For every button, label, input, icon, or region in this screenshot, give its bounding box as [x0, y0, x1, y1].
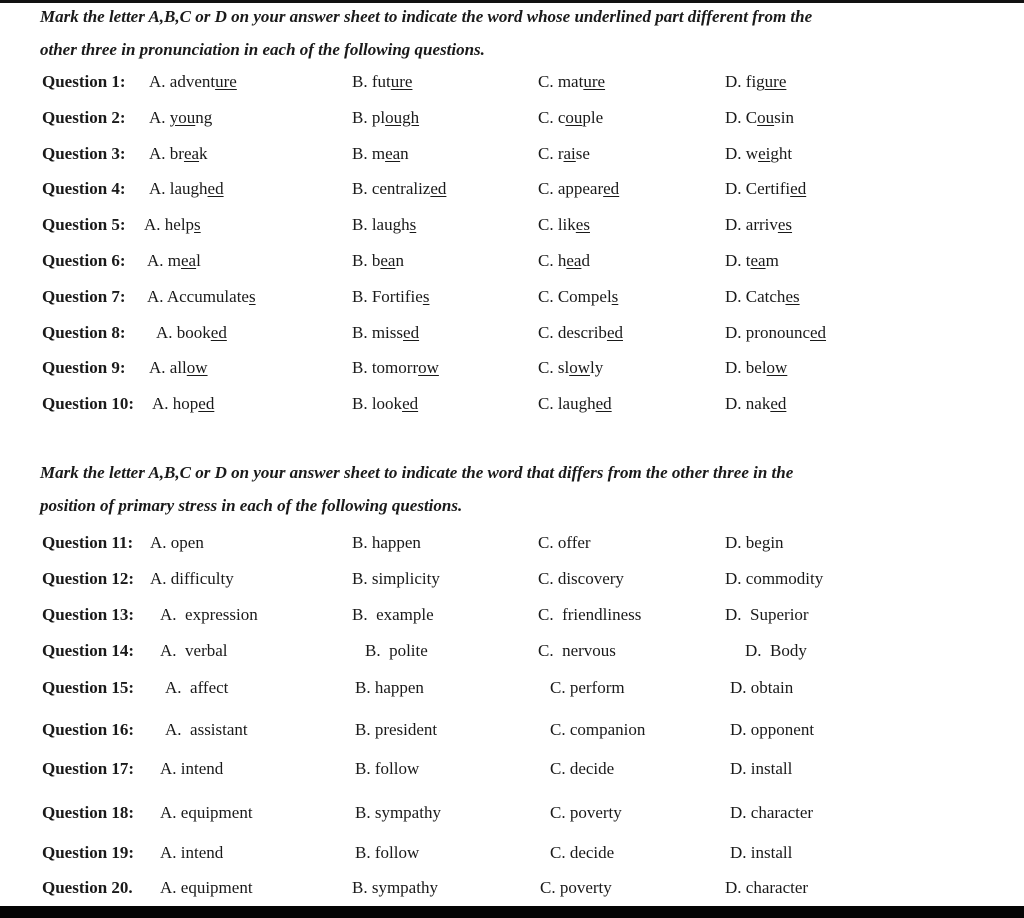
question-label: Question 7: — [42, 287, 126, 306]
option-b[interactable]: B. polite — [365, 641, 428, 660]
section2-instruction — [40, 456, 1000, 522]
option-d[interactable]: D. commodity — [725, 569, 824, 588]
option-c[interactable]: C. discovery — [538, 569, 624, 588]
question-row-12 — [0, 569, 1024, 597]
question-label: Question 1: — [42, 72, 126, 91]
option-a[interactable]: A. young — [149, 108, 213, 127]
underlined-part: ou — [757, 108, 775, 127]
underlined-part: es — [777, 215, 793, 234]
underlined-part: ure — [215, 72, 237, 91]
option-b[interactable]: B. happen — [355, 678, 424, 697]
underlined-part: ed — [603, 179, 620, 198]
underlined-part: ea — [385, 144, 401, 163]
underlined-part: ea — [183, 144, 200, 163]
option-b[interactable]: B. simplicity — [352, 569, 440, 588]
option-a[interactable]: A. intend — [160, 843, 224, 862]
option-a[interactable]: A. open — [150, 533, 204, 552]
bottom-edge-bar — [0, 906, 1024, 918]
underlined-part: ed — [770, 394, 787, 413]
underlined-part: ed — [402, 394, 419, 413]
question-label: Question 9: — [42, 358, 126, 377]
option-b[interactable]: B. centralized — [352, 179, 447, 198]
question-row-6 — [0, 251, 1024, 279]
option-b[interactable]: B. plough — [352, 108, 420, 127]
option-d[interactable]: D. character — [725, 878, 809, 897]
option-d[interactable]: D. weight — [725, 144, 793, 163]
underlined-part: s — [409, 215, 417, 234]
question-row-1 — [0, 72, 1024, 100]
underlined-part: es — [575, 215, 590, 234]
option-d[interactable]: D. Cousin — [725, 108, 794, 127]
underlined-part: ure — [583, 72, 606, 91]
option-a[interactable]: A. difficulty — [150, 569, 234, 588]
underlined-part: ough — [385, 108, 420, 127]
section1-instruction — [40, 0, 1000, 66]
underlined-part: ed — [207, 179, 224, 198]
question-label: Question 16: — [42, 720, 135, 739]
option-a[interactable]: A. affect — [165, 678, 229, 697]
question-label: Question 11: — [42, 533, 134, 552]
question-label: Question 4: — [42, 179, 126, 198]
option-a[interactable]: A. assistant — [165, 720, 248, 739]
underlined-part: you — [169, 108, 196, 127]
option-b[interactable]: B. missed — [352, 323, 420, 342]
underlined-part: ure — [764, 72, 787, 91]
option-d[interactable]: D. arrives — [725, 215, 793, 234]
underlined-part: ed — [198, 394, 215, 413]
underlined-part: ed — [809, 323, 827, 342]
option-c[interactable]: C. slowly — [538, 358, 604, 377]
question-row-5 — [0, 215, 1024, 243]
question-label: Question 12: — [42, 569, 135, 588]
option-c[interactable]: C. described — [538, 323, 623, 342]
option-c[interactable]: C. nervous — [538, 641, 616, 660]
question-label: Question 18: — [42, 803, 135, 822]
option-d[interactable]: D. install — [730, 843, 793, 862]
question-row-18 — [0, 803, 1024, 831]
option-c[interactable]: C. likes — [538, 215, 590, 234]
underlined-part: s — [422, 287, 430, 306]
option-c[interactable]: C. head — [538, 251, 590, 270]
option-b[interactable]: B. president — [355, 720, 438, 739]
question-row-15 — [0, 678, 1024, 706]
option-c[interactable]: C. perform — [550, 678, 625, 697]
option-b[interactable]: B. happen — [352, 533, 421, 552]
option-a[interactable]: A. equipment — [160, 878, 253, 897]
option-b[interactable]: B. mean — [352, 144, 409, 163]
underlined-part: ow — [766, 358, 788, 377]
option-d[interactable]: D. begin — [725, 533, 784, 552]
underlined-part: ea — [181, 251, 197, 270]
option-d[interactable]: D. Certified — [725, 179, 807, 198]
underlined-part: ea — [750, 251, 766, 270]
question-row-20 — [0, 878, 1024, 906]
section1-instruction-line1: Mark the letter A,B,C or D on your answer sheet to indicate the word whose underlined part different from the — [40, 7, 813, 26]
underlined-part: s — [194, 215, 201, 234]
option-c[interactable]: C. offer — [538, 533, 591, 552]
question-label: Question 5: — [42, 215, 126, 234]
option-b[interactable]: B. future — [352, 72, 413, 91]
question-label: Question 13: — [42, 605, 135, 624]
option-c[interactable]: C. appeared — [538, 179, 620, 198]
underlined-part: ow — [186, 358, 208, 377]
option-c[interactable]: C. decide — [550, 759, 615, 778]
underlined-part: ed — [606, 323, 623, 342]
option-b[interactable]: B. sympathy — [352, 878, 438, 897]
question-label: Question 15: — [42, 678, 135, 697]
underlined-part: ed — [210, 323, 227, 342]
question-row-19 — [0, 843, 1024, 871]
option-a[interactable]: A. booked — [156, 323, 227, 342]
underlined-part: ed — [790, 179, 807, 198]
option-a[interactable]: A. allow — [149, 358, 208, 377]
option-d[interactable]: D. obtain — [730, 678, 794, 697]
option-d[interactable]: D. install — [730, 759, 793, 778]
question-label: Question 6: — [42, 251, 126, 270]
option-c[interactable]: C. friendliness — [538, 605, 642, 624]
question-row-17 — [0, 759, 1024, 787]
question-row-13 — [0, 605, 1024, 633]
underlined-part: ei — [758, 144, 771, 163]
section2-instruction-line2: position of primary stress in each of the following questions. — [40, 496, 463, 515]
option-d[interactable]: D. naked — [725, 394, 787, 413]
option-d[interactable]: D. below — [725, 358, 788, 377]
question-row-8 — [0, 323, 1024, 351]
option-d[interactable]: D. Superior — [725, 605, 809, 624]
question-label: Question 17: — [42, 759, 135, 778]
underlined-part: ure — [390, 72, 413, 91]
option-a[interactable]: A. verbal — [160, 641, 228, 660]
question-label: Question 3: — [42, 144, 126, 163]
option-b[interactable]: B. sympathy — [355, 803, 441, 822]
underlined-part: ai — [563, 144, 576, 163]
section2-instruction-line1: Mark the letter A,B,C or D on your answer sheet to indicate the word that differs from the other three in the — [40, 463, 794, 482]
option-d[interactable]: D. Body — [745, 641, 807, 660]
underlined-part: ed — [595, 394, 612, 413]
underlined-part: es — [785, 287, 800, 306]
question-row-16 — [0, 720, 1024, 748]
option-d[interactable]: D. opponent — [730, 720, 815, 739]
underlined-part: s — [611, 287, 619, 306]
question-label: Question 20. — [42, 878, 133, 897]
option-b[interactable]: B. Fortifies — [352, 287, 430, 306]
section1-instruction-line2: other three in pronunciation in each of the following questions. — [40, 40, 485, 59]
option-a[interactable]: A. Accumulates — [147, 287, 256, 306]
question-row-3 — [0, 144, 1024, 172]
option-b[interactable]: B. looked — [352, 394, 419, 413]
option-d[interactable]: D. Catches — [725, 287, 800, 306]
option-b[interactable]: B. laughs — [352, 215, 417, 234]
option-a[interactable]: A. expression — [160, 605, 258, 624]
option-b[interactable]: B. follow — [355, 843, 420, 862]
question-label: Question 8: — [42, 323, 126, 342]
question-row-7 — [0, 287, 1024, 315]
question-label: Question 19: — [42, 843, 135, 862]
option-a[interactable]: A. intend — [160, 759, 224, 778]
option-b[interactable]: B. bean — [352, 251, 404, 270]
option-a[interactable]: A. laughed — [149, 179, 224, 198]
option-b[interactable]: B. tomorrow — [352, 358, 439, 377]
underlined-part: ea — [566, 251, 582, 270]
option-b[interactable]: B. follow — [355, 759, 420, 778]
option-c[interactable]: C. Compels — [538, 287, 619, 306]
option-b[interactable]: B. example — [352, 605, 434, 624]
option-a[interactable]: A. adventure — [149, 72, 237, 91]
question-row-2 — [0, 108, 1024, 136]
underlined-part: ow — [569, 358, 590, 377]
option-c[interactable]: C. raise — [538, 144, 590, 163]
option-d[interactable]: D. character — [730, 803, 814, 822]
option-a[interactable]: A. hoped — [152, 394, 215, 413]
question-label: Question 2: — [42, 108, 126, 127]
option-c[interactable]: C. couple — [538, 108, 604, 127]
underlined-part: ed — [430, 179, 447, 198]
question-label: Question 14: — [42, 641, 135, 660]
underlined-part: s — [248, 287, 256, 306]
option-c[interactable]: C. companion — [550, 720, 646, 739]
option-d[interactable]: D. team — [725, 251, 779, 270]
underlined-part: ow — [418, 358, 439, 377]
option-a[interactable]: A. helps — [144, 215, 201, 234]
option-c[interactable]: C. decide — [550, 843, 615, 862]
question-label: Question 10: — [42, 394, 135, 413]
option-a[interactable]: A. meal — [147, 251, 201, 270]
option-d[interactable]: D. pronounced — [725, 323, 827, 342]
question-row-9 — [0, 358, 1024, 386]
question-row-14 — [0, 641, 1024, 669]
underlined-part: ed — [403, 323, 420, 342]
option-c[interactable]: C. poverty — [550, 803, 622, 822]
option-c[interactable]: C. laughed — [538, 394, 612, 413]
option-c[interactable]: C. mature — [538, 72, 606, 91]
question-row-4 — [0, 179, 1024, 207]
question-row-11 — [0, 533, 1024, 561]
option-c[interactable]: C. poverty — [540, 878, 612, 897]
option-a[interactable]: A. break — [149, 144, 208, 163]
option-a[interactable]: A. equipment — [160, 803, 253, 822]
underlined-part: ou — [565, 108, 583, 127]
underlined-part: ea — [380, 251, 396, 270]
question-row-10 — [0, 394, 1024, 422]
option-d[interactable]: D. figure — [725, 72, 787, 91]
